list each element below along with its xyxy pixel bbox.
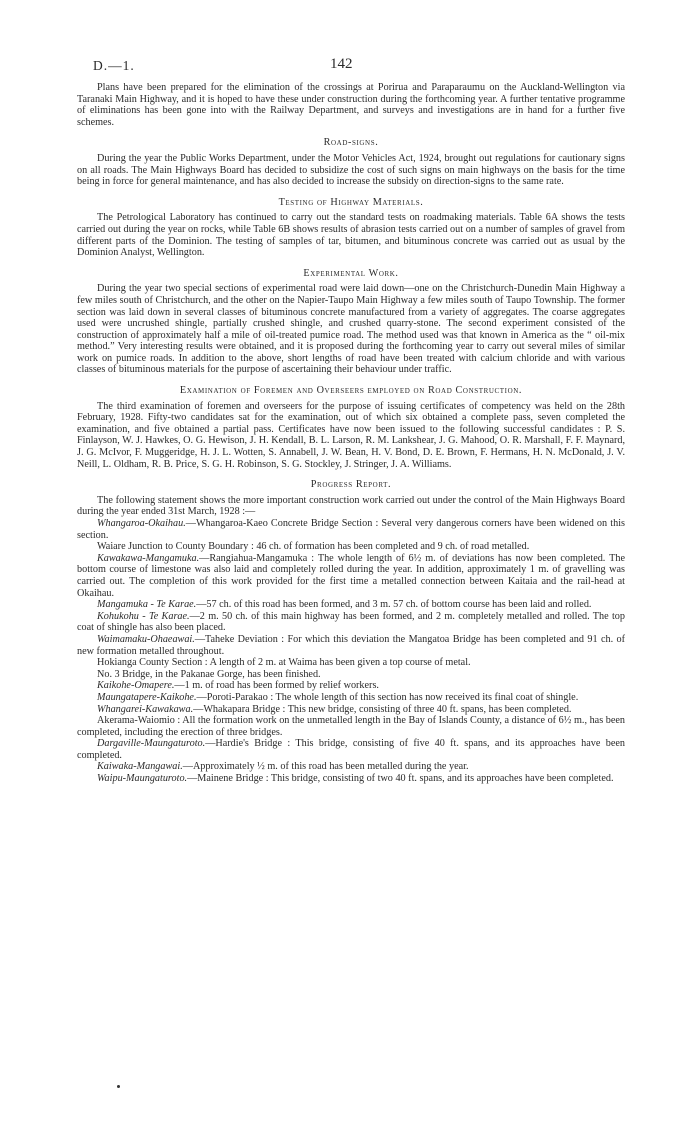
road-name: Dargaville-Maungaturoto.: [97, 738, 206, 750]
road-name: Whangaroa-Okaihau.: [97, 518, 186, 529]
road-name: Maungatapere-Kaikohe.: [97, 691, 197, 703]
road-signs-heading: Road-signs.: [323, 137, 379, 149]
progress-item: [77, 634, 625, 657]
progress-item: [77, 704, 625, 716]
experimental-paragraph: During the year two special sections of experimental road were laid down—one on the Christchurch-Dunedin Main Highway a few miles south of Christchurch, and the other on the Napier-Taupo Main Highway a few miles south of Taupo Township. The former section was laid down in several classes of bituminous concrete manufactured from a variety of aggregates. The coarse aggregates used were uncrushed shingle, partially crushed shingle, and crushed quarry-stone. The second experiment consisted of the construction of approximately half a mile of oil-treated pumice road. The method used was that known in America as the “ oil-mix method.” Very interesting results were obtained, and it is proposed during the forthcoming year to carry out several miles of similar work on pumice roads. In addition to the above, short lengths of road have been treated with calcium chloride and with various classes of bituminous materials for the purpose of ascertaining their behaviour under traffic.: [77, 283, 625, 376]
progress-item: [77, 553, 625, 599]
road-name: Kohukohu - Te Karae.: [97, 610, 190, 622]
progress-item: [77, 657, 625, 669]
road-name: Whangarei-Kawakawa.: [97, 703, 194, 715]
progress-item-text: Hokianga County Section : A length of 2 m. at Waima has been given a top course of metal.: [97, 657, 471, 669]
intro-paragraph: Plans have been prepared for the elimination of the crossings at Porirua and Paraparaumu on the Auckland-Wellington via Taranaki Main Highway, and it is hoped to have these under construction during the forthcoming year. A further tentative programme of eliminations has been gone into with the Railway Department, and surveys and investigations are in hand for a further five schemes.: [77, 82, 625, 128]
progress-intro: The following statement shows the more important construction work carried out under the control of the Main Highways Board during the year ended 31st March, 1928 :—: [77, 494, 625, 518]
progress-item: [77, 611, 625, 634]
progress-item-text: —Mainene Bridge : This bridge, consisting of two 40 ft. spans, and its approaches have been completed.: [187, 773, 614, 785]
testing-paragraph: The Petrological Laboratory has continued to carry out the standard tests on roadmaking materials. Table 6A shows the tests carried out during the year on rocks, while Table 6B shows results of abrasion tests carried out on a number of samples of gravel from different parts of the Dominion. The testing of samples of tar, bitumen, and bituminous concrete was carried out as usual by the Dominion Analyst, Wellington.: [77, 212, 625, 259]
progress-item: [77, 518, 625, 541]
progress-item-text: —Hardie's Bridge : This bridge, consisting of five 40 ft. spans, and its approaches have been completed.: [77, 738, 625, 761]
examination-heading: Examination of Foremen and Overseers employed on Road Construction.: [179, 385, 523, 397]
road-name: Kaiwaka-Mangawai.: [97, 761, 183, 773]
progress-heading: Progress Report.: [310, 479, 392, 491]
progress-item: [77, 773, 625, 785]
progress-item-text: —Whangaroa-Kaeo Concrete Bridge Section : Several very dangerous corners have been widened on this section.: [77, 518, 625, 541]
road-name: Kaikohe-Omapere.: [97, 680, 175, 692]
progress-item: [77, 680, 625, 692]
progress-item-text: —57 ch. of this road has been formed, and 3 m. 57 ch. of bottom course has been laid and rolled.: [196, 599, 592, 611]
progress-item-text: Waiare Junction to County Boundary : 46 ch. of formation has been completed and 9 ch. of road metalled.: [97, 541, 530, 553]
progress-item-text: —Approximately ½ m. of this road has been metalled during the year.: [182, 761, 469, 773]
page-number: 142: [330, 56, 353, 72]
progress-item: [77, 738, 625, 761]
page-identifier: D.—1.: [93, 58, 135, 73]
progress-item: [77, 599, 625, 611]
stray-mark: [117, 1085, 120, 1088]
progress-item: [77, 715, 625, 738]
road-name: Waimamaku-Ohaeawai.: [97, 633, 195, 645]
experimental-heading: Experimental Work.: [303, 267, 399, 279]
road-name: Kawakawa-Mangamuka.: [97, 552, 200, 564]
progress-item-text: No. 3 Bridge, in the Pakanae Gorge, has been finished.: [97, 668, 321, 680]
page-body: [77, 82, 625, 785]
road-signs-paragraph: During the year the Public Works Department, under the Motor Vehicles Act, 1924, brought out regulations for cautionary signs on all roads. The Main Highways Board has decided to subsidize the cost of such signs on main highways on the basis for the time being in force for general maintenance, and has also decided to increase the subsidy on direction-signs to the same rate.: [77, 152, 625, 188]
road-name: Waipu-Maungaturoto.: [97, 773, 188, 785]
progress-item-text: —Taheke Deviation : For which this deviation the Mangatoa Bridge has been completed and 91 ch. of new formation metalled throughout.: [77, 633, 625, 657]
progress-item-text: Akerama-Waiomio : All the formation work on the unmetalled length in the Bay of Islands County, a distance of 6½ m., has been completed, including the erection of three bridges.: [77, 715, 625, 738]
progress-item: [77, 669, 625, 681]
road-name: Mangamuka - Te Karae.: [97, 599, 197, 611]
progress-item: [77, 761, 625, 773]
examination-paragraph: The third examination of foremen and overseers for the purpose of issuing certificates of competency was held on the 28th February, 1928. Fifty-two candidates sat for the examination, out of which six obtained a complete pass, seven completed the examination, and five obtained a partial pass. Certificates have now been issued to the following successful candidates : P. S. Finlayson, W. J. Hawkes, O. G. Hewison, J. H. Kendall, B. L. Larson, R. M. Lankshear, J. G. Mahood, O. R. Marshall, F. F. Maynard, J. G. McIvor, F. Muggeridge, H. J. L. Wotten, S. Annabell, J. W. Bean, H. V. Bond, D. E. Brown, F. Hermans, H. N. McDonald, J. V. Neill, L. Oldham, R. B. Price, S. G. H. Robinson, S. G. Stockley, J. Stringer, J. A. Williams.: [77, 400, 625, 470]
progress-item-text: —Whakapara Bridge : This new bridge, consisting of three 40 ft. spans, has been completed.: [193, 703, 572, 715]
progress-item-text: —Rangiahua-Mangamuka : The whole length of 6½ m. of deviations has now been completed. The bottom course of limestone was also laid and completely rolled during the year. In addition, approximately 1 m. of gravelling was carried out. The completion of this work provided for the first time a metalled connection between Kaitaia and the rail-head at Okaihau.: [77, 552, 625, 599]
progress-item: [77, 541, 625, 553]
progress-item-text: —2 m. 50 ch. of this main highway has been formed, and 2 m. completely metalled and rolled. The top coat of shingle has also been placed.: [77, 610, 625, 634]
progress-item: [77, 692, 625, 704]
progress-item-text: —Poroti-Parakao : The whole length of this section has now received its final coat of shingle.: [196, 691, 579, 703]
testing-heading: Testing of Highway Materials.: [278, 196, 424, 208]
progress-item-text: —1 m. of road has been formed by relief workers.: [174, 680, 379, 692]
